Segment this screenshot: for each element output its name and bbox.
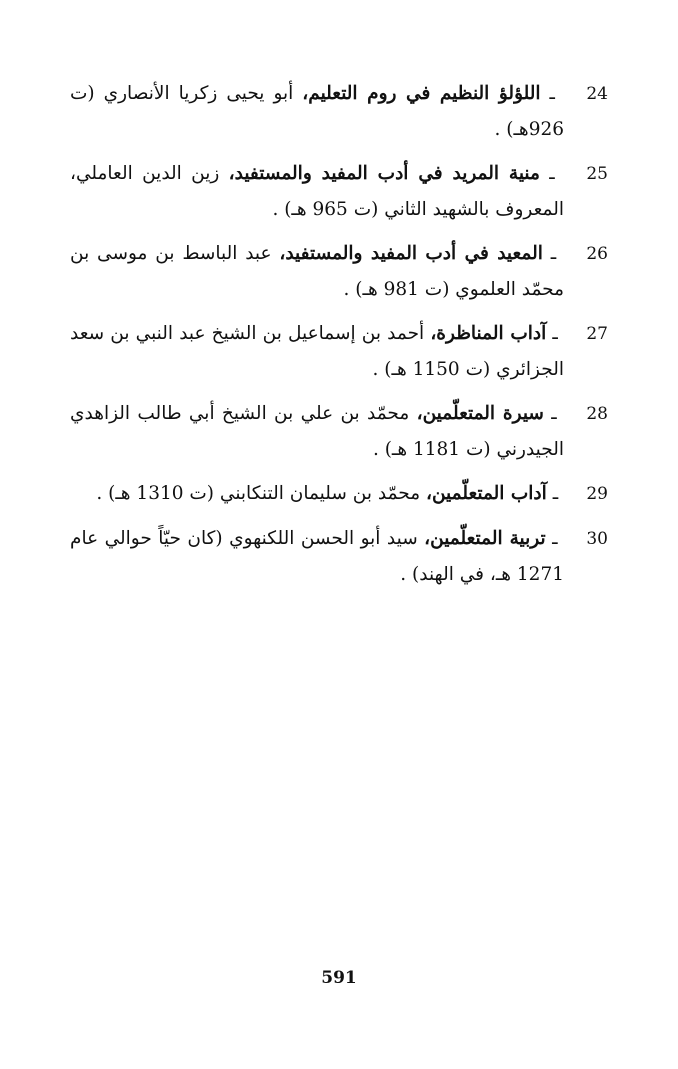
entry-author: محمّد بن علي بن الشيخ أبي طالب الزاهدي الجيدرني (ت 1181 هـ) .	[70, 403, 564, 460]
entry-dash: ـ	[546, 483, 564, 504]
entry-dash: ـ	[542, 243, 564, 264]
page-number: 591	[321, 968, 357, 988]
entry-dash: ـ	[546, 323, 564, 344]
entry-number: 24	[586, 84, 608, 104]
entry-number: 28	[586, 404, 608, 424]
bibliography-entry	[70, 76, 608, 147]
entry-dash: ـ	[545, 528, 564, 549]
bibliography-entry	[70, 396, 608, 467]
entry-dash: ـ	[543, 403, 564, 424]
bibliography-list	[70, 76, 608, 601]
entry-number: 26	[586, 244, 608, 264]
entry-author: سيد أبو الحسن اللكنهوي (كان حيّاً حوالي عام 1271 هـ، في الهند) .	[70, 528, 564, 585]
entry-title: المعيد في أدب المفيد والمستفيد،	[279, 243, 543, 264]
entry-title: منية المريد في أدب المفيد والمستفيد،	[228, 163, 540, 184]
bibliography-entry	[70, 476, 608, 512]
entry-number: 30	[586, 529, 608, 549]
entry-dash: ـ	[539, 163, 564, 184]
entry-number: 29	[586, 484, 608, 504]
bibliography-entry	[70, 316, 608, 387]
entry-author: أحمد بن إسماعيل بن الشيخ عبد النبي بن سعد الجزائري (ت 1150 هـ) .	[70, 323, 564, 380]
entry-title: آداب المناظرة،	[430, 323, 547, 344]
entry-title: اللؤلؤ النظيم في روم التعليم،	[302, 83, 541, 104]
entry-number: 25	[586, 164, 608, 184]
entry-number: 27	[586, 324, 608, 344]
bibliography-entry	[70, 236, 608, 307]
entry-dash: ـ	[540, 83, 564, 104]
entry-author: محمّد بن سليمان التنكابني (ت 1310 هـ) .	[96, 483, 426, 504]
bibliography-entry	[70, 521, 608, 592]
entry-author: زين الدين العاملي، المعروف بالشهيد الثاني (ت 965 هـ) .	[70, 163, 564, 220]
entry-title: تربية المتعلّمين،	[424, 528, 546, 549]
entry-title: سيرة المتعلّمين،	[416, 403, 544, 424]
entry-author: عبد الباسط بن موسى بن محمّد العلموي (ت 981 هـ) .	[70, 243, 564, 300]
entry-title: آداب المتعلّمين،	[426, 483, 547, 504]
bibliography-entry	[70, 156, 608, 227]
entry-author: أبو يحيى زكريا الأنصاري (ت 926هـ) .	[70, 83, 564, 140]
